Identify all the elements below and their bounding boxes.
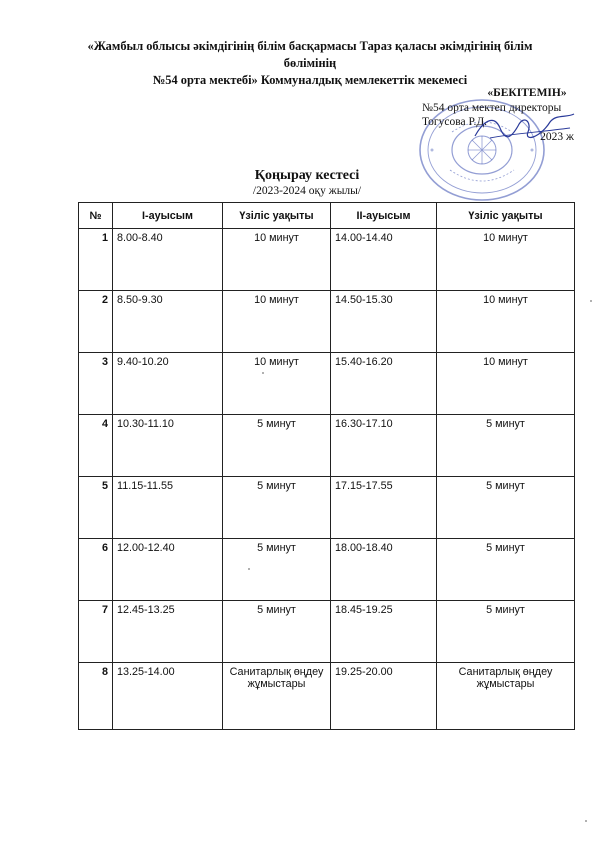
approval-block <box>422 86 602 144</box>
break-2-cell: 5 минут <box>437 415 575 477</box>
table-row <box>79 663 575 730</box>
break-1-cell: 5 минут <box>223 415 331 477</box>
table-row <box>79 353 575 415</box>
approval-title: «БЕКІТЕМІН» <box>487 87 567 99</box>
approval-position: №54 орта мектеп директоры <box>422 101 562 114</box>
header-line-1: «Жамбыл облысы әкімдігінің білім басқармасы Тараз қаласы әкімдігінің білім бөлімінің <box>87 39 533 70</box>
shift-2-time-cell: 19.25-20.00 <box>331 663 437 730</box>
scan-speck <box>590 300 592 302</box>
row-number-cell: 4 <box>79 415 113 477</box>
shift-2-time-cell: 16.30-17.10 <box>331 415 437 477</box>
table-row <box>79 229 575 291</box>
break-1-cell: 10 минут <box>223 353 331 415</box>
shift-2-time-cell: 15.40-16.20 <box>331 353 437 415</box>
column-header-break-1: Үзіліс уақыты <box>223 203 331 229</box>
row-number-cell: 3 <box>79 353 113 415</box>
break-2-cell: 10 минут <box>437 353 575 415</box>
scan-speck <box>585 820 587 822</box>
scan-speck <box>248 568 250 570</box>
shift-1-time-cell: 8.00-8.40 <box>113 229 223 291</box>
column-header-shift-1: I-ауысым <box>113 203 223 229</box>
scan-speck <box>262 372 264 374</box>
break-1-cell: 10 минут <box>223 291 331 353</box>
institution-header <box>60 38 560 89</box>
row-number-cell: 7 <box>79 601 113 663</box>
break-2-cell: 10 минут <box>437 229 575 291</box>
row-number-cell: 2 <box>79 291 113 353</box>
shift-1-time-cell: 9.40-10.20 <box>113 353 223 415</box>
shift-2-time-cell: 14.00-14.40 <box>331 229 437 291</box>
shift-2-time-cell: 17.15-17.55 <box>331 477 437 539</box>
shift-1-time-cell: 13.25-14.00 <box>113 663 223 730</box>
table-row <box>79 415 575 477</box>
break-2-cell: 5 минут <box>437 601 575 663</box>
break-1-cell: 5 минут <box>223 477 331 539</box>
shift-1-time-cell: 12.45-13.25 <box>113 601 223 663</box>
shift-1-time-cell: 12.00-12.40 <box>113 539 223 601</box>
bell-schedule-table <box>78 202 575 730</box>
column-header-break-2: Үзіліс уақыты <box>437 203 575 229</box>
break-2-cell: 10 минут <box>437 291 575 353</box>
shift-1-time-cell: 8.50-9.30 <box>113 291 223 353</box>
break-1-cell: Санитарлық өңдеу жұмыстары <box>223 663 331 730</box>
column-header-number: № <box>79 203 113 229</box>
break-2-cell: 5 минут <box>437 539 575 601</box>
approval-date: 2023 ж <box>540 130 574 143</box>
shift-2-time-cell: 14.50-15.30 <box>331 291 437 353</box>
break-2-cell: Санитарлық өңдеу жұмыстары <box>437 663 575 730</box>
row-number-cell: 8 <box>79 663 113 730</box>
table-row <box>79 291 575 353</box>
shift-2-time-cell: 18.45-19.25 <box>331 601 437 663</box>
table-row <box>79 601 575 663</box>
shift-1-time-cell: 10.30-11.10 <box>113 415 223 477</box>
column-header-shift-2: II-ауысым <box>331 203 437 229</box>
break-1-cell: 5 минут <box>223 601 331 663</box>
break-1-cell: 5 минут <box>223 539 331 601</box>
header-line-2: №54 орта мектебі» Коммуналдық мемлекеттік мекемесі <box>152 73 468 87</box>
table-row <box>79 539 575 601</box>
break-1-cell: 10 минут <box>223 229 331 291</box>
break-2-cell: 5 минут <box>437 477 575 539</box>
row-number-cell: 1 <box>79 229 113 291</box>
table-row <box>79 477 575 539</box>
document-subtitle: /2023-2024 оқу жылы/ <box>252 185 362 197</box>
row-number-cell: 5 <box>79 477 113 539</box>
table-header-row <box>79 203 575 229</box>
row-number-cell: 6 <box>79 539 113 601</box>
shift-1-time-cell: 11.15-11.55 <box>113 477 223 539</box>
approval-name: Тогусова Р.Д. <box>422 116 488 128</box>
shift-2-time-cell: 18.00-18.40 <box>331 539 437 601</box>
document-title: Қоңырау кестесі <box>254 168 360 183</box>
